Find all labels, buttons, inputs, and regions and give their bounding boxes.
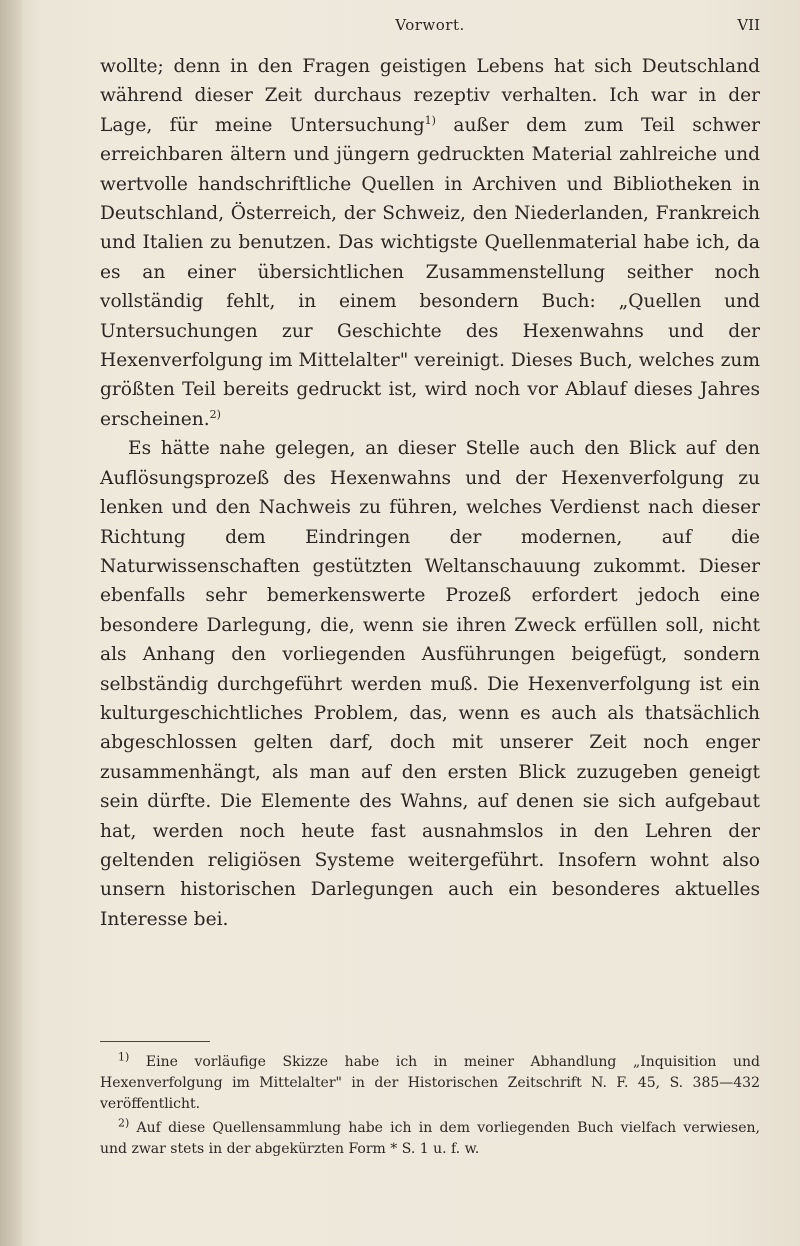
footnote-ref-2: 2)	[209, 407, 221, 421]
paragraph-1	[100, 52, 760, 434]
footnote-2	[100, 1118, 760, 1160]
footnote-2-text: Auf diese Quellensammlung habe ich in dem vorliegenden Buch vielfach verwiesen, und zwar stets in der abgekürzten Form * S. 1 u. f. w.	[100, 1120, 760, 1157]
page-header	[100, 16, 760, 46]
paragraph-2: Es hätte nahe gelegen, an dieser Stelle auch den Blick auf den Auflösungsprozeß des Hexenwahns und der Hexenverfolgung zu lenken und den Nachweis zu führen, welches Verdienst nach dieser Richtung dem Eindringen der modernen, auf die Naturwissenschaften gestützten Weltanschauung zukommt. Dieser ebenfalls sehr bemerkenswerte Prozeß erfordert jedoch eine besondere Darlegung, die, wenn sie ihren Zweck erfüllen soll, nicht als Anhang den vorliegenden Ausführungen beigefügt, sondern selbständig durchgeführt werden muß. Die Hexenverfolgung ist ein kulturgeschichtliches Problem, das, wenn es auch als thatsächlich abgeschlossen gelten darf, doch mit unserer Zeit noch enger zusammenhängt, als man auf den ersten Blick zuzugeben geneigt sein dürfte. Die Elemente des Wahns, auf denen sie sich aufgebaut hat, werden noch heute fast ausnahmslos in den Lehren der geltenden religiösen Systeme weitergeführt. Insofern wohnt also unsern historischen Darlegungen auch ein besonderes aktuelles Interesse bei.	[100, 438, 760, 930]
footnote-divider	[100, 1041, 210, 1042]
footnote-ref-1: 1)	[424, 113, 436, 127]
footnote-1	[100, 1052, 760, 1115]
running-head: Vorwort.	[395, 16, 465, 34]
paragraph-1-continued: außer dem zum Teil schwer erreichbaren ältern und jüngern gedruckten Material zahlreiche und wertvolle handschriftliche Quellen in Archiven und Bibliotheken in Deutschland, Österreich, der Schweiz, den Niederlanden, Frankreich und Italien zu benutzen. Das wichtigste Quellenmaterial habe ich, da es an einer übersichtlichen Zusammenstellung seither noch vollständig fehlt, in einem besondern Buch: „Quellen und Untersuchungen zur Geschichte des Hexenwahns und der Hexenverfolgung im Mittelalter" vereinigt. Dieses Buch, welches zum größten Teil bereits gedruckt ist, wird noch vor Ablauf dieses Jahres erscheinen.	[100, 114, 760, 430]
book-spine-shadow	[0, 0, 22, 1246]
footnotes	[100, 1052, 760, 1163]
footnote-1-marker: 1)	[118, 1050, 130, 1064]
footnote-2-marker: 2)	[118, 1116, 130, 1130]
body-text	[100, 52, 760, 934]
paragraph-1-text: wollte; denn in den Fragen geistigen Lebens hat sich Deutschland während dieser Zeit durchaus rezeptiv verhalten. Ich war in der Lage, für meine Untersuchung	[100, 56, 760, 136]
footnote-1-text: Eine vorläufige Skizze habe ich in meiner Abhandlung „Inquisition und Hexenverfolgung im Mittelalter" in der Historischen Zeitschrift N. F. 45, S. 385—432 veröffentlicht.	[100, 1054, 760, 1112]
page-number: VII	[737, 16, 760, 34]
